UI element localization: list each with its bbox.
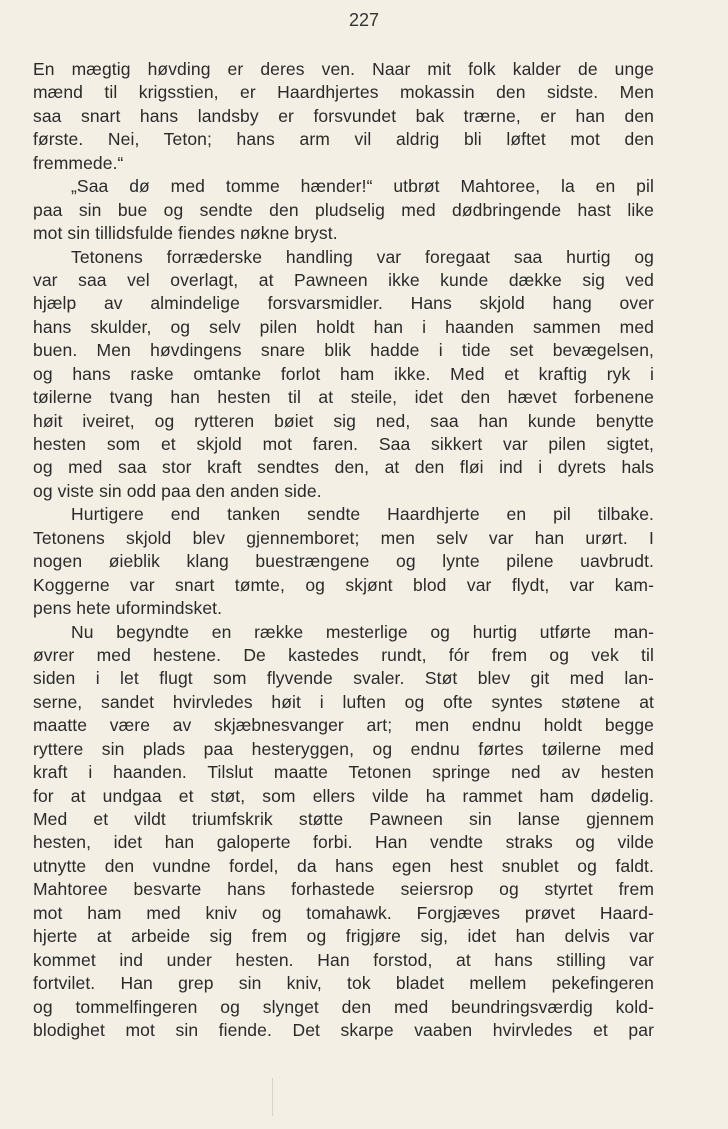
text-line: og viste sin odd paa den anden side. [33, 480, 322, 501]
text-line: buen. Men høvdingens snare blik hadde i tide set bevægelsen, [33, 340, 654, 361]
text-line: og tommelfingeren og slynget den med beundringsværdig kold- [33, 996, 654, 1017]
text-line: nogen øieblik klang buestrængene og lynte pilene uavbrudt. [33, 551, 654, 572]
text-line: øvrer med hestene. De kastedes rundt, fór frem og vek til [33, 644, 654, 665]
text-line: paa sin bue og sendte den pludselig med dødbringende hast like [33, 199, 654, 220]
text-line: ryttere sin plads paa hesteryggen, og endnu førtes tøilerne med [33, 738, 654, 759]
text-line: hesten som et skjold mot faren. Saa sikkert var pilen sigtet, [33, 434, 654, 454]
text-line: for at undgaa et støt, som ellers vilde ha rammet ham dødelig. [33, 785, 654, 806]
text-line: En mægtig høvding er deres ven. Naar mit folk kalder de unge [33, 59, 654, 79]
page-edge-mark [272, 1078, 273, 1116]
text-line: „Saa dø med tomme hænder!“ utbrøt Mahtoree, la en pil [71, 176, 654, 197]
text-line: saa snart hans landsby er forsvundet bak trærne, er han den [33, 105, 654, 126]
text-line: hans skulder, og selv pilen holdt han i haanden sammen med [33, 316, 654, 337]
text-line: hjælp av almindelige forsvarsmidler. Hans skjold hang over [33, 293, 654, 314]
text-line: og med saa stor kraft sendtes den, at den fløi ind i dyrets hals [33, 457, 654, 478]
text-line: hesten, idet han galoperte forbi. Han vendte straks og vilde [33, 832, 654, 853]
text-line: første. Nei, Teton; hans arm vil aldrig bli løftet mot den [33, 129, 654, 150]
text-line: Hurtigere end tanken sendte Haardhjerte en pil tilbake. [71, 504, 654, 525]
text-line: hjerte at arbeide sig frem og frigjøre sig, idet han delvis var [33, 926, 654, 947]
text-line: utnytte den vundne fordel, da hans egen hest snublet og faldt. [33, 855, 654, 876]
text-line: Tetonens forræderske handling var foregaat saa hurtig og [71, 246, 654, 267]
text-line: høit iveiret, og rytteren bøiet sig ned, saa han kunde benytte [33, 410, 654, 431]
text-line: kommet ind under hesten. Han forstod, at hans stilling var [33, 949, 654, 970]
text-line: tøilerne tvang han hesten til at steile, idet den hævet forbenene [33, 387, 654, 408]
body-text [33, 58, 654, 1042]
text-line: serne, sandet hvirvledes høit i luften og ofte syntes støtene at [33, 691, 654, 712]
text-line: mot ham med kniv og tomahawk. Forgjæves prøvet Haard- [33, 902, 654, 923]
text-line: mænd til krigsstien, er Haardhjertes mokassin den sidste. Men [33, 82, 654, 103]
text-line: siden i let flugt som flyvende svaler. Støt blev git med lan- [33, 668, 654, 689]
text-line: fortvilet. Han grep sin kniv, tok bladet mellem pekefingeren [33, 973, 654, 994]
text-line: fremmede.“ [33, 152, 124, 173]
text-line: Koggerne var snart tømte, og skjønt blod var flydt, var kam- [33, 574, 654, 595]
text-line: kraft i haanden. Tilslut maatte Tetonen springe ned av hesten [33, 762, 654, 783]
page-number: 227 [348, 10, 380, 30]
text-line: pens hete uformindsket. [33, 598, 223, 619]
text-line: mot sin tillidsfulde fiendes nøkne bryst. [33, 223, 338, 244]
text-line: maatte være av skjæbnesvanger art; men endnu holdt begge [33, 715, 654, 736]
text-line: Tetonens skjold blev gjennemboret; men selv var han urørt. I [33, 527, 654, 548]
text-line: Mahtoree besvarte hans forhastede seiersrop og styrtet frem [33, 879, 654, 900]
text-line: Nu begyndte en række mesterlige og hurtig utførte man- [71, 621, 654, 642]
text-line: og hans raske omtanke forlot ham ikke. Med et kraftig ryk i [33, 363, 654, 384]
text-line: var saa vel overlagt, at Pawneen ikke kunde dække sig ved [33, 269, 654, 290]
text-line: blodighet mot sin fiende. Det skarpe vaaben hvirvledes et par [33, 1019, 654, 1040]
text-line: Med et vildt triumfskrik støtte Pawneen sin lanse gjennem [33, 809, 654, 829]
